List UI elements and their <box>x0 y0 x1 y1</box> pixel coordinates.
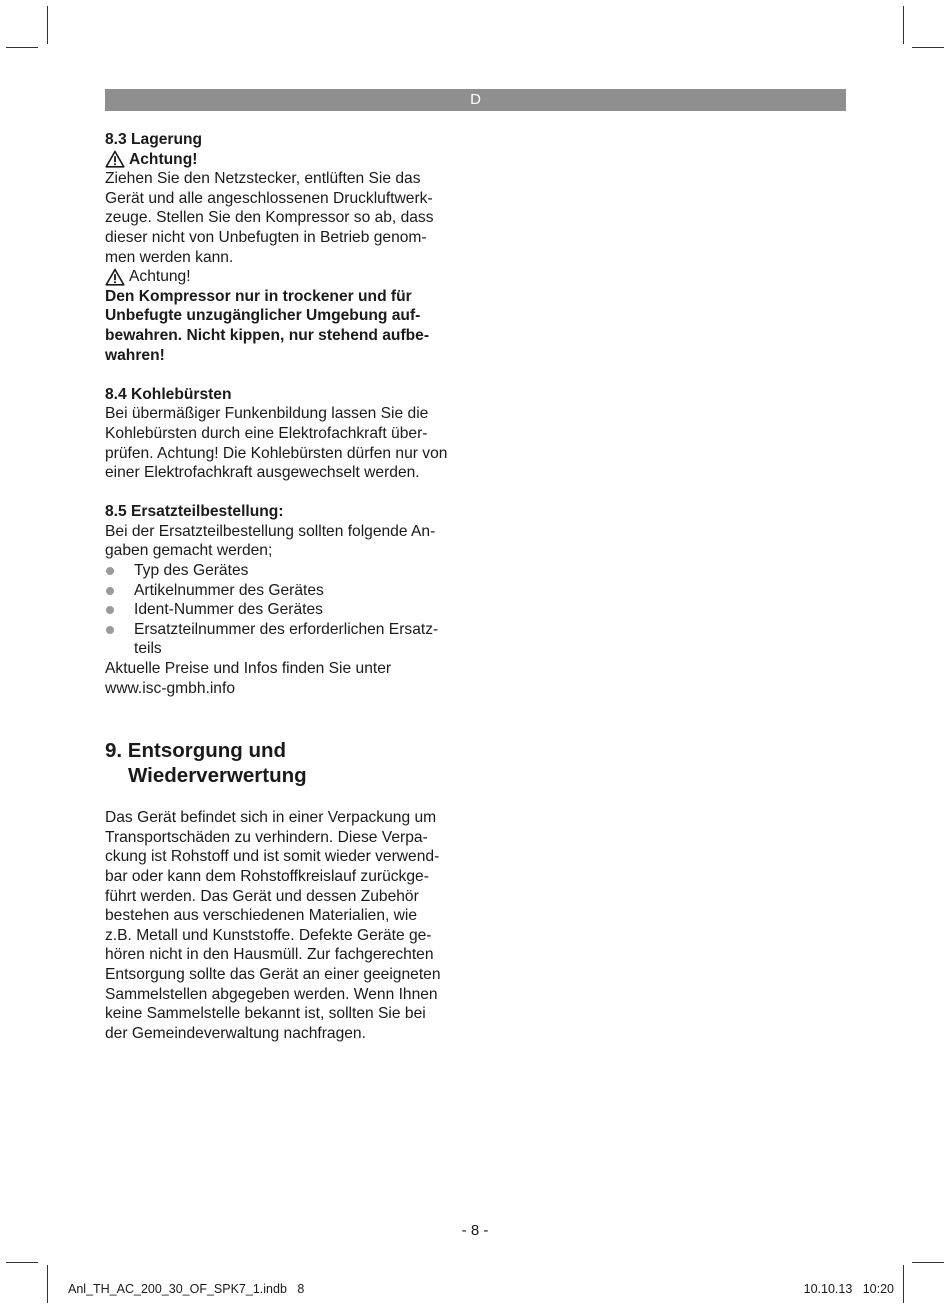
warning-text-line: Den Kompressor nur in trockener und für <box>105 287 412 305</box>
text-line: bar oder kann dem Rohstoffkreislauf zurückge- <box>105 868 429 885</box>
crop-mark <box>47 6 48 44</box>
text-line: z.B. Metall und Kunststoffe. Defekte Geräte ge- <box>105 926 432 944</box>
spacer <box>105 483 465 503</box>
bullet-dot-icon <box>106 587 114 595</box>
warning-text-line: bewahren. Nicht kippen, nur stehend aufbe- <box>105 326 430 344</box>
section-heading-8-3: 8.3 Lagerung <box>105 131 203 148</box>
website-link-text: www.isc-gmbh.info <box>105 679 235 697</box>
list-item-text: Artikelnummer des Gerätes <box>134 581 324 599</box>
list-item-text: Ersatzteilnummer des erforderlichen Ersatz- <box>134 620 439 638</box>
crop-mark <box>6 1262 38 1263</box>
list-item-text: Ident-Nummer des Gerätes <box>134 601 323 619</box>
list-item <box>105 561 465 581</box>
text-line: Aktuelle Preise und Infos finden Sie unter <box>105 660 392 678</box>
warning-text-line: Unbefugte unzugänglicher Umgebung auf- <box>105 307 421 325</box>
parts-info-list <box>105 561 465 659</box>
spacer <box>105 698 465 738</box>
bullet-dot-icon <box>106 626 114 634</box>
text-line: dieser nicht von Unbefugten in Betrieb genom- <box>105 228 427 246</box>
text-line: Bei der Ersatzteilbestellung sollten folgende An- <box>105 522 436 540</box>
list-item <box>105 581 465 601</box>
text-line: Kohlebürsten durch eine Elektrofachkraft über- <box>105 424 428 442</box>
text-line: Das Gerät befindet sich in einer Verpackung um <box>105 809 437 827</box>
text-line: Entsorgung sollte das Gerät an einer geeigneten <box>105 965 441 983</box>
warning-triangle-icon <box>105 268 125 286</box>
warning-triangle-icon <box>105 150 125 168</box>
crop-mark <box>47 1265 48 1303</box>
text-line: bestehen aus verschiedenen Materialien, wie <box>105 907 418 925</box>
text-line: Bei übermäßiger Funkenbildung lassen Sie die <box>105 405 429 423</box>
warning-row <box>105 267 465 287</box>
list-item-continuation <box>105 639 465 659</box>
footer-file-info: Anl_TH_AC_200_30_OF_SPK7_1.indb 8 <box>68 1282 305 1296</box>
language-header-bar <box>105 89 846 111</box>
bullet-dot-icon <box>106 567 114 575</box>
spacer <box>105 788 465 808</box>
warning-row <box>105 150 465 170</box>
text-line: einer Elektrofachkraft ausgewechselt werden. <box>105 464 420 482</box>
language-tag: D <box>470 91 481 108</box>
chapter-heading-9 <box>105 738 465 788</box>
text-line: men werden kann. <box>105 248 234 266</box>
text-line: prüfen. Achtung! Die Kohlebürsten dürfen nur von <box>105 444 448 462</box>
main-column <box>105 130 465 1043</box>
chapter-heading-line: Wiederverwertung <box>128 764 307 788</box>
text-line: Gerät und alle angeschlossenen Druckluftwerk- <box>105 189 433 207</box>
text-line: gaben gemacht werden; <box>105 542 273 560</box>
text-line: führt werden. Das Gerät und dessen Zubehör <box>105 887 419 905</box>
list-item <box>105 620 465 640</box>
crop-mark <box>912 47 944 48</box>
crop-mark <box>912 1262 944 1263</box>
chapter-heading-line: 9. Entsorgung und <box>105 739 287 763</box>
list-item-text: Typ des Gerätes <box>134 562 249 580</box>
section-heading-8-5: 8.5 Ersatzteilbestellung: <box>105 503 284 521</box>
crop-mark <box>903 6 904 44</box>
text-line: Ziehen Sie den Netzstecker, entlüften Sie das <box>105 170 421 188</box>
list-item <box>105 600 465 620</box>
crop-mark <box>903 1265 904 1303</box>
text-line: zeuge. Stellen Sie den Kompressor so ab, dass <box>105 209 434 227</box>
bullet-dot-icon <box>106 606 114 614</box>
text-line: hören nicht in den Hausmüll. Zur fachgerechten <box>105 946 434 964</box>
text-line: keine Sammelstelle bekannt ist, sollten Sie bei <box>105 1005 426 1023</box>
text-line: ckung ist Rohstoff und ist somit wieder verwend- <box>105 848 440 866</box>
crop-mark <box>6 47 38 48</box>
text-line: Sammelstellen abgegeben werden. Wenn Ihnen <box>105 985 438 1003</box>
list-item-text: teils <box>134 640 162 658</box>
text-line: der Gemeindeverwaltung nachfragen. <box>105 1024 366 1042</box>
footer-date-time: 10.10.13 10:20 <box>803 1282 894 1296</box>
warning-label: Achtung! <box>129 268 191 286</box>
spacer <box>105 365 465 385</box>
warning-text-line: wahren! <box>105 346 165 364</box>
text-line: Transportschäden zu verhindern. Diese Verpa- <box>105 828 428 846</box>
section-heading-8-4: 8.4 Kohlebürsten <box>105 385 232 403</box>
page-number: - 8 - <box>461 1222 489 1239</box>
warning-label: Achtung! <box>129 150 198 168</box>
